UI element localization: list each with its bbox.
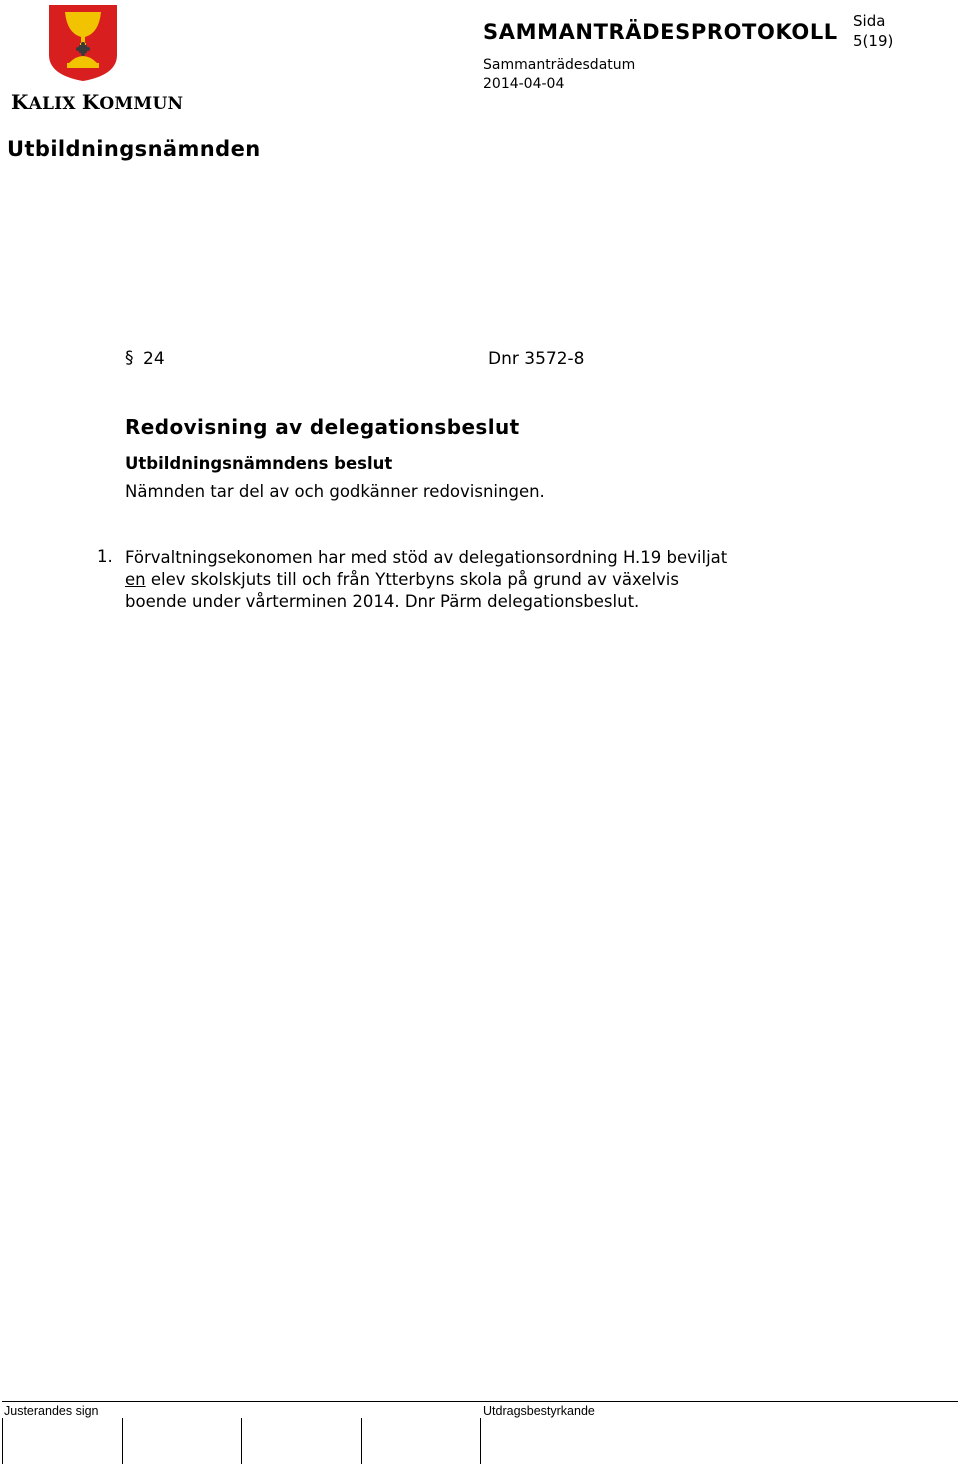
page-label: Sida — [853, 12, 886, 30]
logo-wordmark: KALIX KOMMUN — [11, 90, 184, 114]
list-item — [125, 547, 727, 613]
section-number: 24 — [143, 349, 165, 369]
committee-name: Utbildningsnämnden — [7, 137, 261, 161]
diary-number: Dnr 3572-8 — [488, 349, 585, 369]
signature-field-divider — [480, 1418, 481, 1464]
list-item-number: 1. — [97, 547, 113, 566]
section-sign: § — [125, 348, 134, 368]
list-item-line: Förvaltningsekonomen har med stöd av delegationsordning H.19 beviljat — [125, 548, 728, 567]
list-item-line: boende under vårterminen 2014. Dnr Pärm delegationsbeslut. — [125, 592, 640, 611]
extract-certification-label: Utdragsbestyrkande — [483, 1404, 595, 1418]
meeting-date-value: 2014-04-04 — [483, 76, 565, 92]
underlined-word: en — [125, 570, 146, 589]
signature-field-divider — [241, 1418, 242, 1464]
list-item-line: en elev skolskjuts till och från Ytterbyns skola på grund av växelvis — [125, 570, 679, 589]
signature-field-divider — [122, 1418, 123, 1464]
signature-field-divider — [361, 1418, 362, 1464]
document-type: SAMMANTRÄDESPROTOKOLL — [483, 20, 838, 44]
meeting-date-label: Sammanträdesdatum — [483, 57, 636, 73]
footer-divider — [2, 1401, 958, 1402]
page-number: 5(19) — [853, 32, 894, 50]
decision-text: Nämnden tar del av och godkänner redovisningen. — [125, 482, 545, 501]
decision-heading: Utbildningsnämndens beslut — [125, 454, 393, 473]
kalix-kommun-coat-of-arms-icon — [47, 3, 119, 83]
signature-field-divider — [2, 1418, 3, 1464]
section-title: Redovisning av delegationsbeslut — [125, 415, 520, 439]
adjuster-signature-label: Justerandes sign — [4, 1404, 99, 1418]
